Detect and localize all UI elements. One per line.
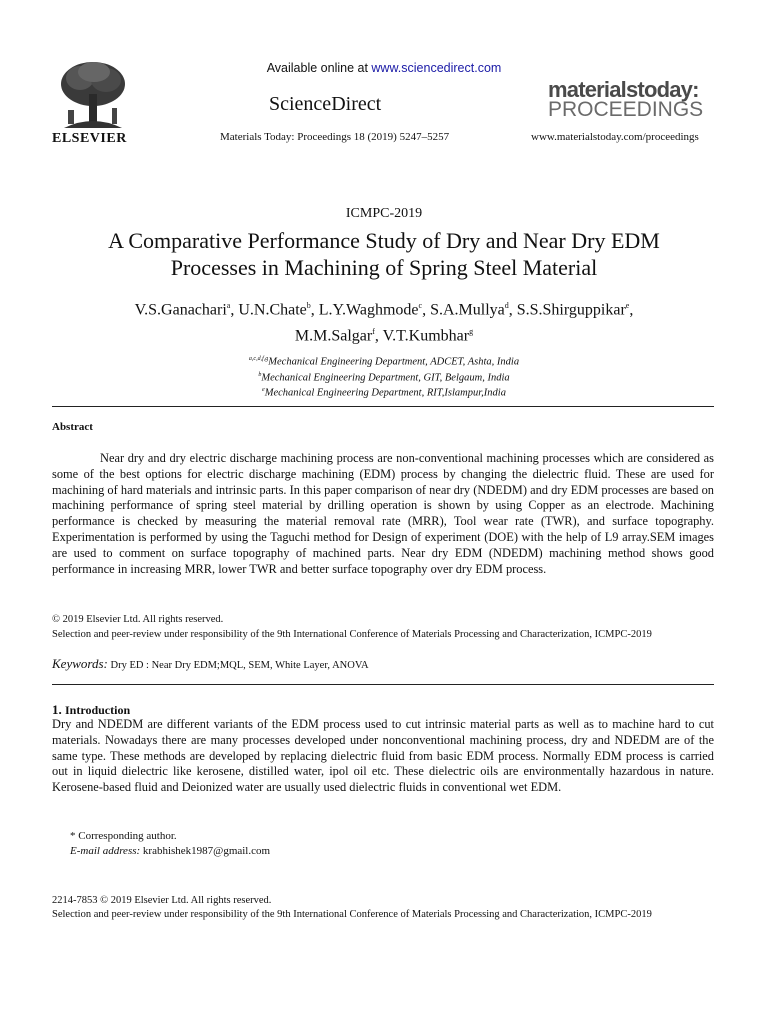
affiliation-sup: b: [258, 371, 262, 378]
mt-logo-bold: materialstoday:: [548, 77, 699, 102]
author-sup: b: [306, 301, 311, 310]
affiliation: [60, 369, 708, 385]
author-sup: c: [418, 301, 423, 310]
affiliation-sup: e: [262, 387, 265, 393]
author-name: S.A.Mullya: [430, 301, 505, 319]
email-address[interactable]: krabhishek1987@gmail.com: [142, 845, 271, 857]
keywords: [52, 656, 369, 672]
affiliation: [60, 353, 708, 369]
authors-line-1: V.S.Ganachari$^a$, U.N.Chate$^b$, L.Y.Waghmode$^c$, S.A.Mullya$^d$, S.S.Shirguppikar$^e$,: [134, 301, 634, 319]
title-line-1: A Comparative Performance Study of Dry and Near Dry EDM: [108, 228, 660, 253]
divider-bottom: [52, 684, 714, 685]
available-prefix: Available online at: [266, 61, 372, 75]
affiliation-text: Mechanical Engineering Department, GIT, Belgaum, India: [261, 372, 510, 383]
email-line: [70, 845, 270, 857]
abstract-heading: Abstract: [52, 421, 93, 433]
author-sup: d: [504, 301, 509, 310]
author-name: V.S.Ganachari: [134, 301, 227, 319]
materials-today-logo: [548, 77, 708, 121]
abstract-text: Near dry and dry electric discharge machining process are non-conventional machining processes which are considered as some of the best options for electric discharge machining (EDM) process by changing the dielectric fluid. These are used for machining of hard materials and intrinsic parts. In this paper comparison of near dry (NDEDM) and dry EDM processes are based on machining performance of spring steel material by drilling operation is shown by using Copper as an electrode. Machining performance is checked by measuring the material removal rate (MRR), Tool wear rate (TWR), and surface topography. Experimentation is performed by using the Taguchi method for Design of experiment (DOE) with the help of L9 array.SEM images are used to comment on surface topography of machined parts. Near dry EDM (NDEDM) machining method shows good performance in increasing MRR, lower TWR and better surface topography over dry EDM process.: [52, 451, 714, 576]
paper-title: [40, 227, 728, 281]
abstract-peer-review: Selection and peer-review under responsibility of the 9th International Conference of Materials Processing and Characterization, ICMPC-2019: [52, 629, 652, 640]
issn-line: 2214-7853 © 2019 Elsevier Ltd. All rights reserved.: [52, 895, 272, 906]
elsevier-wordmark: ELSEVIER: [52, 131, 127, 146]
author-name: V.T.Kumbhar: [382, 327, 470, 345]
author-sup: g: [469, 327, 474, 337]
affiliation: [60, 384, 708, 400]
author-name: U.N.Chate: [238, 301, 307, 319]
divider-top: [52, 406, 714, 407]
email-label: E-mail address:: [70, 845, 141, 857]
keywords-label: Keywords:: [52, 656, 108, 671]
available-online: [0, 61, 768, 75]
author-sup: a: [226, 301, 231, 310]
footer-peer-review: Selection and peer-review under responsibility of the 9th International Conference of Materials Processing and Characterization, ICMPC-2019: [52, 909, 652, 920]
introduction-title: Introduction: [65, 703, 131, 717]
author-sup: f: [372, 327, 375, 337]
journal-reference: Materials Today: Proceedings 18 (2019) 5247–5257: [220, 131, 450, 143]
materials-today-url[interactable]: www.materialstoday.com/proceedings: [531, 131, 699, 143]
authors-line-2: M.M.Salgar$^f$, V.T.Kumbhar$^g$: [294, 327, 474, 345]
corresponding-author: * Corresponding author.: [70, 830, 177, 842]
mt-logo-light: PROCEEDINGS: [548, 98, 704, 121]
conference-name: ICMPC-2019: [345, 206, 423, 221]
introduction-text: Dry and NDEDM are different variants of the EDM process used to cut intrinsic material parts as well as to machine hard to cut materials. Nowadays there are many processes developed under nonconventional machining process, dry and NDEDM are of the same type. These methods are developed by replacing dielectric fluid from basic EDM process. Normally EDM process is carried out in liquid dielectric like kerosene, distilled water, ipol oil etc. These dielectric oils are environmentally hazardous in nature. Kerosene-based fluid and Deionized water are usually used dielectric fluids in conventional wet EDM.: [52, 717, 714, 795]
affiliation-text: Mechanical Engineering Department, ADCET, Ashta, India: [268, 356, 520, 368]
affiliations: [60, 353, 708, 400]
sciencedirect-link[interactable]: www.sciencedirect.com: [371, 61, 502, 75]
author-sup: e: [625, 301, 630, 310]
author-list: [60, 295, 708, 348]
author-name: S.S.Shirguppikar: [516, 301, 626, 319]
abstract-copyright: © 2019 Elsevier Ltd. All rights reserved.: [52, 614, 224, 625]
author-name: L.Y.Waghmode: [318, 301, 419, 319]
affiliation-text: Mechanical Engineering Department, RIT,Islampur,India: [264, 387, 506, 399]
introduction-heading: [52, 702, 130, 718]
sciencedirect-title: ScienceDirect: [269, 93, 382, 115]
affiliation-sup: a,c,d,f,g: [248, 356, 269, 362]
title-line-2: Processes in Machining of Spring Steel Material: [170, 255, 598, 280]
introduction-number: 1.: [52, 702, 62, 717]
keywords-text: Dry ED : Near Dry EDM;MQL, SEM, White Layer, ANOVA: [110, 660, 369, 671]
author-name: M.M.Salgar: [294, 327, 373, 345]
